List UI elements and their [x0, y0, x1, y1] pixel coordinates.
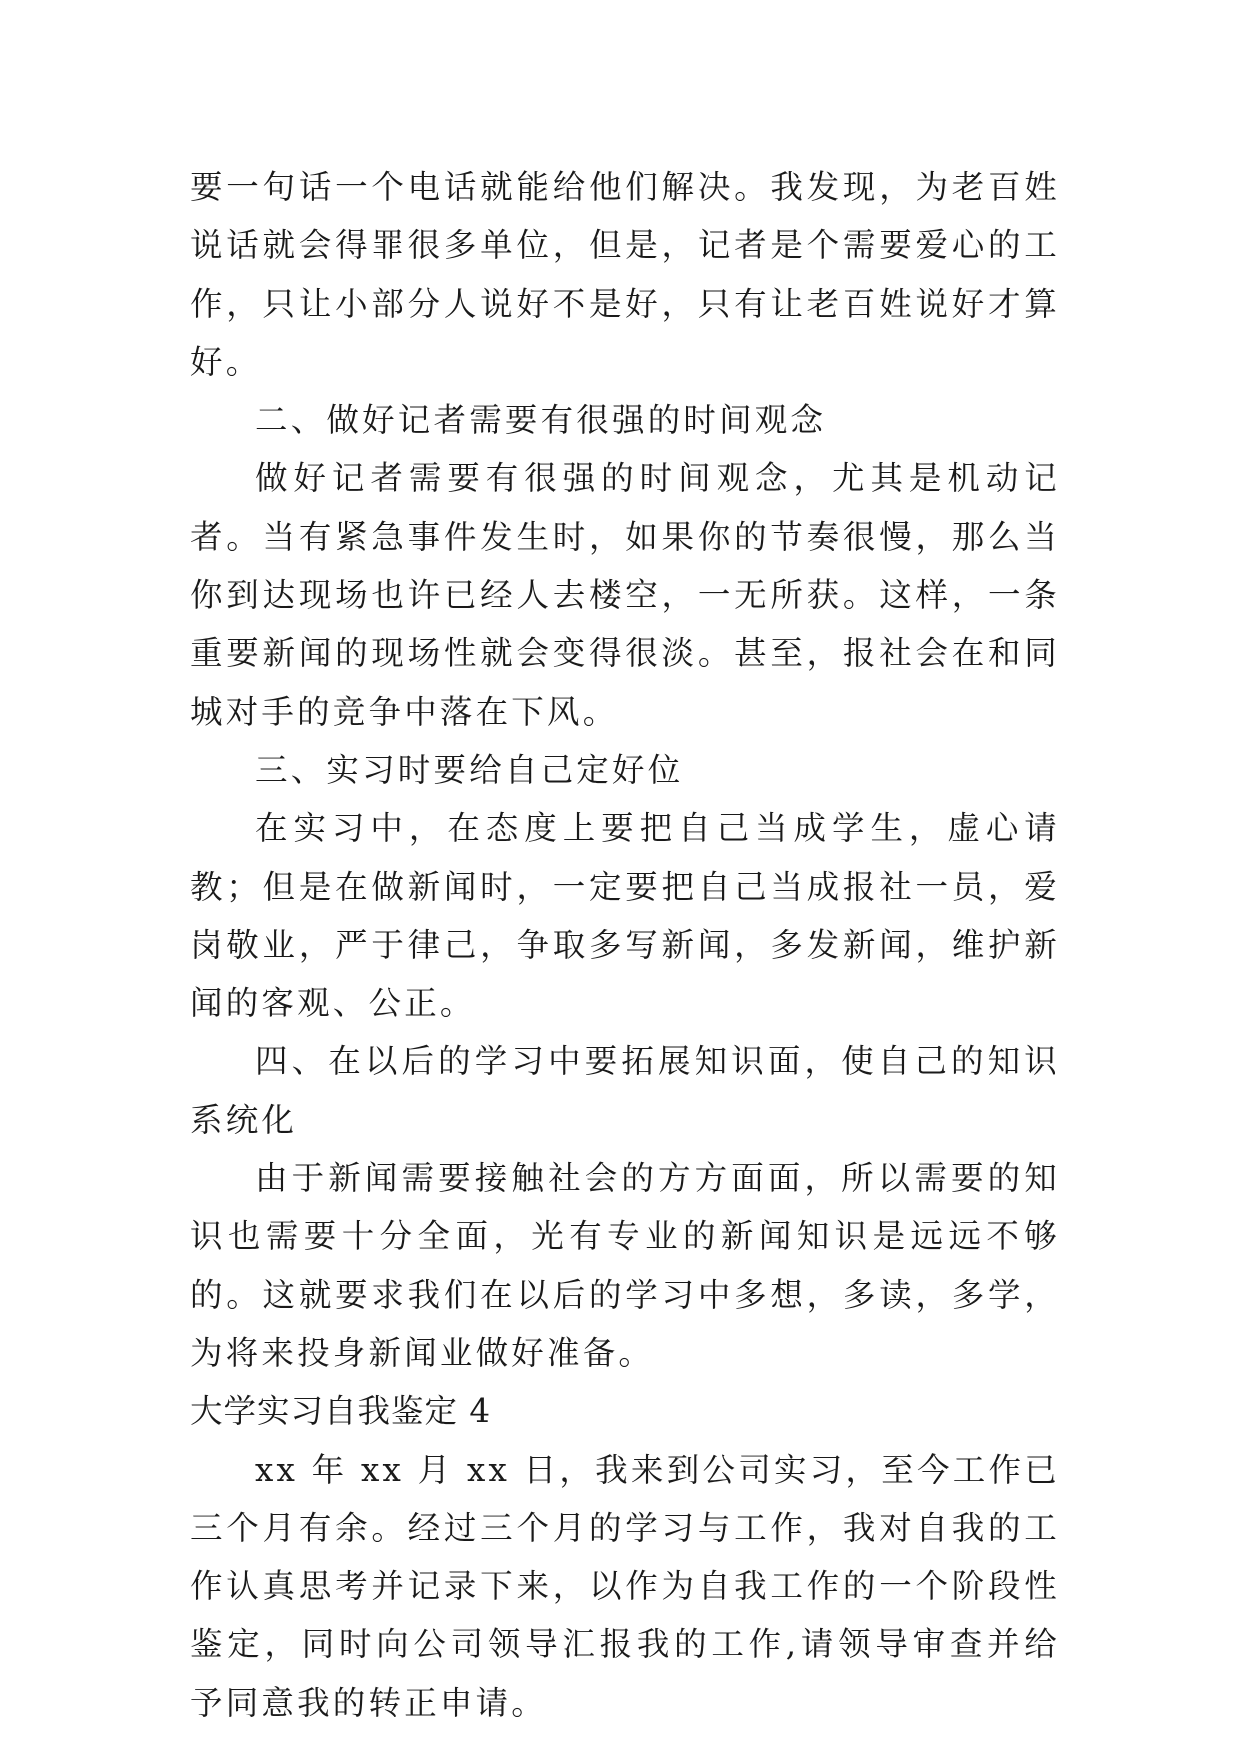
paragraph-positioning: 在实习中，在态度上要把自己当成学生，虚心请教；但是在做新闻时，一定要把自己当成报社一员，爱岗敬业，严于律己，争取多写新闻，多发新闻，维护新闻的客观、公正。	[190, 809, 1060, 1023]
section-heading-knowledge: 四、在以后的学习中要拓展知识面，使自己的知识系统化	[190, 1042, 1060, 1139]
paragraph-time-awareness: 做好记者需要有很强的时间观念，尤其是机动记者。当有紧急事件发生时，如果你的节奏很慢，那么当你到达现场也许已经人去楼空，一无所获。这样，一条重要新闻的现场性就会变得很淡。甚至，报社会在和同城对手的竞争中落在下风。	[190, 459, 1060, 731]
article-title: 大学实习自我鉴定 4	[190, 1392, 492, 1431]
paragraph-intro: xx 年 xx 月 xx 日，我来到公司实习，至今工作已三个月有余。经过三个月的学习与工作，我对自我的工作认真思考并记录下来，以作为自我工作的一个阶段性鉴定，同时向公司领导汇报我的工作,请领导审查并给予同意我的转正申请。	[190, 1450, 1060, 1722]
paragraph-continuation: 要一句话一个电话就能给他们解决。我发现，为老百姓说话就会得罪很多单位，但是，记者是个需要爱心的工作，只让小部分人说好不是好，只有让老百姓说好才算好。	[190, 168, 1060, 381]
section-heading-time-awareness: 二、做好记者需要有很强的时间观念	[255, 401, 827, 440]
paragraph-knowledge: 由于新闻需要接触社会的方方面面，所以需要的知识也需要十分全面，光有专业的新闻知识是远远不够的。这就要求我们在以后的学习中多想，多读，多学，为将来投身新闻业做好准备。	[190, 1159, 1060, 1372]
section-heading-positioning: 三、实习时要给自己定好位	[255, 750, 684, 789]
document-body	[190, 158, 1060, 1732]
